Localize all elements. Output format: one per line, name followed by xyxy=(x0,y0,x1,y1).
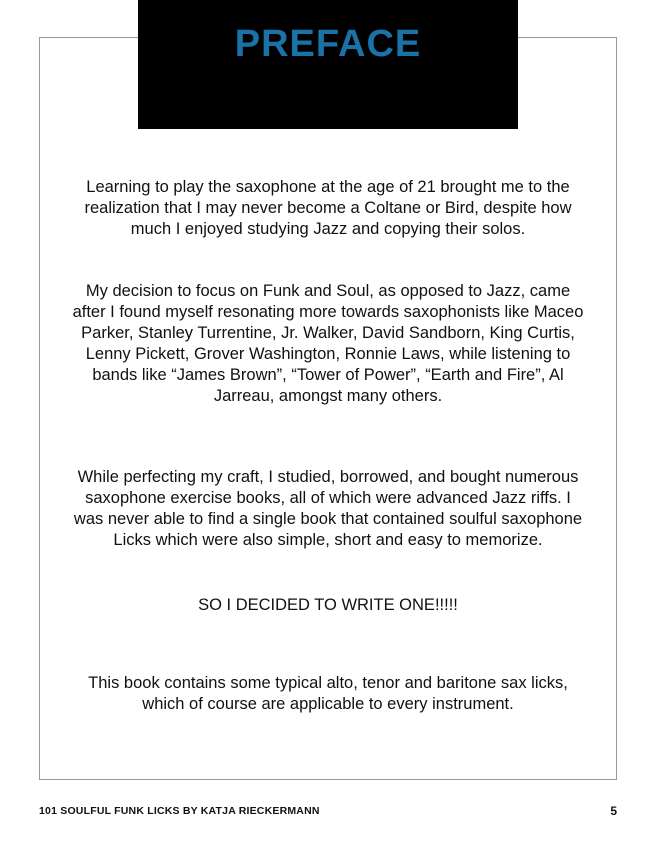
paragraph-text: SO I DECIDED TO WRITE ONE!!!!! xyxy=(198,596,458,614)
paragraph-1 xyxy=(70,177,586,240)
paragraph-text: This book contains some typical alto, tenor and baritone sax licks, which of course are applicable to every instrument. xyxy=(88,674,568,713)
title-banner xyxy=(138,0,518,129)
footer-book-title: 101 SOULFUL FUNK LICKS BY KATJA RIECKERMANN xyxy=(39,805,320,817)
paragraph-text: My decision to focus on Funk and Soul, as opposed to Jazz, came after I found myself resonating more towards saxophonists like Maceo Parker, Stanley Turrentine, Jr. Walker, David Sandborn, King Curtis, Lenny Pickett, Grover Washington, Ronnie Laws, while listening to bands like “James Brown”, “Tower of Power”, “Earth and Fire”, Al Jarreau, amongst many others. xyxy=(72,282,584,405)
paragraph-text: Learning to play the saxophone at the age of 21 brought me to the realization that I may never become a Coltane or Bird, despite how much I enjoyed studying Jazz and copying their solos. xyxy=(84,178,572,238)
page-title: PREFACE xyxy=(234,23,422,65)
paragraph-3 xyxy=(70,467,586,551)
paragraph-2 xyxy=(70,281,586,407)
paragraph-4 xyxy=(70,595,586,616)
page-frame xyxy=(39,37,617,780)
footer-page-number: 5 xyxy=(610,804,617,818)
paragraph-5 xyxy=(70,673,586,715)
paragraph-text: While perfecting my craft, I studied, borrowed, and bought numerous saxophone exercise books, all of which were advanced Jazz riffs. I was never able to find a single book that contained soulful saxophone Licks which were also simple, short and easy to memorize. xyxy=(73,468,583,549)
